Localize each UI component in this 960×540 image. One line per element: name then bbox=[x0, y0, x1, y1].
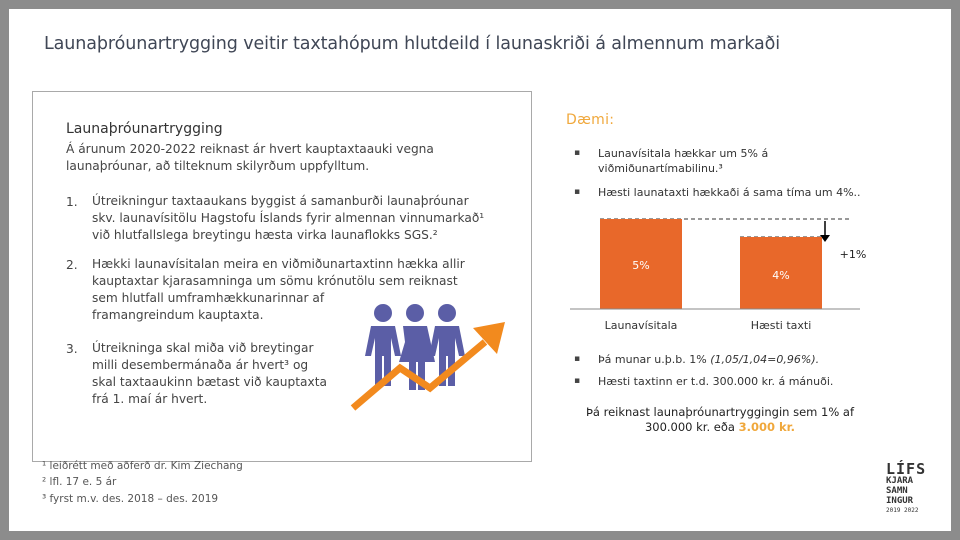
bullet-2-line-1: Hæsti launataxti hækkaði á sama tíma um 4%.. bbox=[598, 186, 861, 199]
conclusion-line-1: Þá reiknast launaþróunartryggingin sem 1% af bbox=[585, 405, 855, 419]
conclusion-amount: 3.000 kr. bbox=[738, 420, 796, 434]
intro-line-2: launaþróunar, að tilteknum skilyrðum uppfylltum. bbox=[66, 159, 370, 173]
bar-chart bbox=[560, 205, 880, 340]
bar-value-label-1: 5% bbox=[632, 259, 650, 272]
bullet-1-line-1: Launavísitala hækkar um 5% á bbox=[598, 147, 769, 160]
left-heading: Launaþróunartrygging bbox=[66, 121, 223, 137]
item-3-line-3: skal taxtaaukinn bætast við kauptaxta bbox=[92, 375, 327, 389]
bullet-marker: ▪ bbox=[574, 376, 581, 386]
conclusion-prefix: 300.000 kr. eða bbox=[644, 420, 739, 434]
intro-line-1: Á árunum 2020-2022 reiknast ár hvert kauptaxtaauki vegna bbox=[66, 142, 434, 156]
logo-years: 2019 2022 bbox=[886, 507, 919, 514]
item-2-line-2: kauptaxtar kjarasamninga um sömu krónutölu sem reiknast bbox=[92, 274, 458, 288]
category-label-2: Hæsti taxti bbox=[750, 319, 812, 332]
item-3-line-4: frá 1. maí ár hvert. bbox=[92, 392, 208, 406]
footnote-1: ¹ leiðrétt með aðferð dr. Kim Ziechang bbox=[42, 460, 243, 472]
bullet-3-formula: (1,05/1,04=0,96%). bbox=[710, 353, 820, 366]
bullet-4: Hæsti taxtinn er t.d. 300.000 kr. á mánuði. bbox=[598, 375, 834, 388]
bullet-1-line-2: viðmiðunartímabilinu.³ bbox=[598, 162, 723, 175]
category-label-1: Launavísitala bbox=[604, 319, 678, 332]
item-1-line-3: við hlutfallslega breytingu hæsta virka launaflokks SGS.² bbox=[92, 228, 438, 242]
lifskjarasamningur-logo bbox=[886, 462, 934, 515]
item-1-line-1: Útreikningur taxtaaukans byggist á samanburði launaþróunar bbox=[92, 194, 469, 208]
item-3-line-1: Útreikninga skal miða við breytingar bbox=[92, 341, 314, 355]
bullet-marker: ▪ bbox=[574, 354, 581, 364]
bullet-3 bbox=[598, 352, 819, 367]
logo-line-4: INGUR bbox=[886, 496, 914, 506]
item-2-number: 2. bbox=[66, 258, 78, 272]
item-2-line-1: Hækki launavísitalan meira en viðmiðunartaxtinn hækka allir bbox=[92, 257, 465, 271]
bullet-marker: ▪ bbox=[574, 187, 581, 197]
bullet-3-text: Þá munar u.þ.b. 1% bbox=[598, 353, 711, 366]
logo-line-1: LÍFS bbox=[886, 460, 927, 478]
footnote-3: ³ fyrst m.v. des. 2018 – des. 2019 bbox=[42, 493, 219, 505]
item-3-number: 3. bbox=[66, 342, 78, 356]
page-title: Launaþróunartrygging veitir taxtahópum hlutdeild í launaskriði á almennum markaði bbox=[44, 34, 781, 54]
logo-line-3: SAMN bbox=[886, 486, 908, 496]
difference-label: +1% bbox=[839, 248, 867, 261]
item-1-line-2: skv. launavísitölu Hagstofu Íslands fyrir almennan vinnumarkað¹ bbox=[92, 211, 485, 225]
item-2-line-3: sem hlutfall umframhækkunarinnar af bbox=[92, 291, 325, 305]
footnote-2: ² lfl. 17 e. 5 ár bbox=[42, 476, 117, 488]
item-3-line-2: milli desembermánaða ár hvert³ og bbox=[92, 358, 309, 372]
logo-line-2: KJARA bbox=[886, 476, 914, 486]
conclusion bbox=[566, 405, 874, 435]
bar-value-label-2: 4% bbox=[772, 269, 790, 282]
item-2-line-4: framangreindum kauptaxta. bbox=[92, 308, 264, 322]
conclusion-line-2 bbox=[566, 420, 874, 435]
example-heading: Dæmi: bbox=[566, 112, 615, 128]
people-growth-icon bbox=[345, 300, 530, 415]
item-1-number: 1. bbox=[66, 195, 78, 209]
bullet-marker: ▪ bbox=[574, 148, 581, 158]
